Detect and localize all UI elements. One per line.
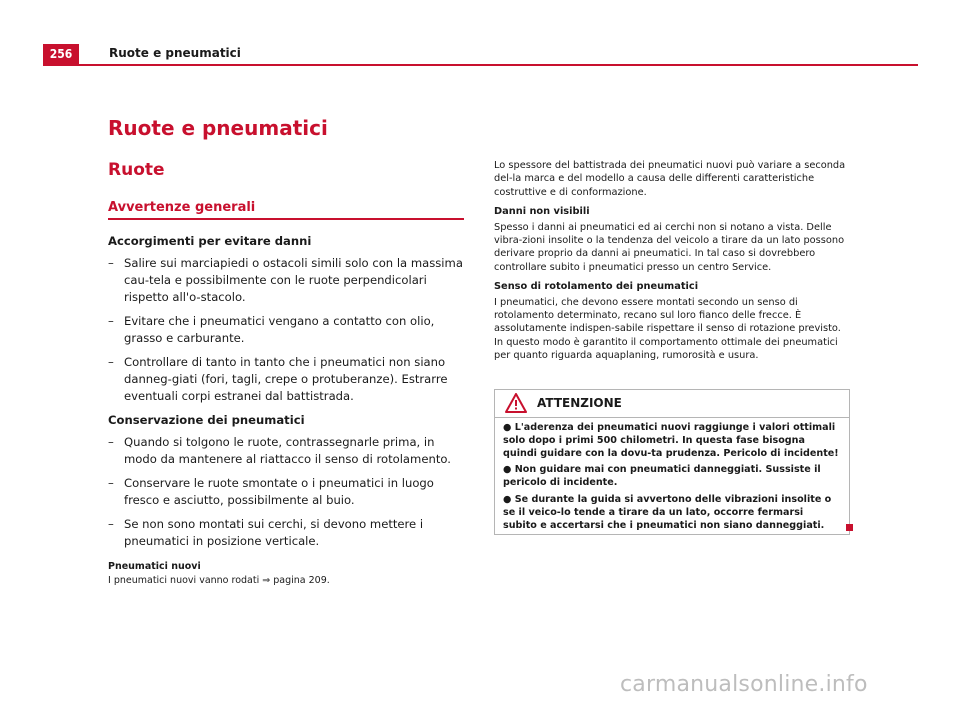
list-item-text: Controllare di tanto in tanto che i pneumatici non siano danneg-giati (fori, tagli, crepe o protuberanze). Estrarre eventuali corpi estranei dal battistrada. [124,355,448,403]
dash-marker: – [108,476,114,490]
bullet-marker: ● [503,422,512,433]
dash-marker: – [108,517,114,531]
dash-marker: – [108,256,114,270]
warning-triangle-icon [505,393,527,413]
left-column [108,233,464,588]
list-item [108,516,464,550]
list-item [108,475,464,509]
dash-marker: – [108,435,114,449]
list-item-text: Salire sui marciapiedi o ostacoli simili solo con la massima cau-tela e possibilmente con le ruote perpendicolari rispetto all'o-stacolo. [124,256,463,304]
warning-item [503,464,839,490]
right-column [494,159,850,369]
damage-prevention-title: Accorgimenti per evitare danni [108,234,312,248]
header-rule [43,64,918,66]
subsection-title: Avvertenze generali [108,200,256,215]
list-item-text: Conservare le ruote smontate o i pneumatici in luogo fresco e asciutto, possibilmente al buio. [124,476,434,507]
list-item [108,255,464,306]
warning-box [494,389,850,535]
list-item-text: Se non sono montati sui cerchi, si devono mettere i pneumatici in posizione verticale. [124,517,424,548]
bullet-marker: ● [503,464,512,476]
new-tyres-text: I pneumatici nuovi vanno rodati ⇒ pagina 209. [108,575,330,586]
storage-title: Conservazione dei pneumatici [108,413,305,427]
running-title: Ruote e pneumatici [109,46,241,60]
tread-intro-text: Lo spessore del battistrada dei pneumatici nuovi può variare a seconda del-la marca e del modello a causa delle differenti caratteristiche costruttive e di conformazione. [494,160,846,198]
hidden-damage-title: Danni non visibili [494,206,590,218]
rotation-direction-title: Senso di rotolamento dei pneumatici [494,281,699,293]
list-item-text: Quando si tolgono le ruote, contrassegnarle prima, in modo da mantenere al riattacco il senso di rotolamento. [124,435,451,466]
section-end-mark [846,524,853,531]
warning-item-text: Se durante la guida si avvertono delle vibrazioni insolite o se il veico-lo tende a tirare da un lato, occorre fermarsi subito e accertarsi che i pneumatici non siano danneggiati. [503,493,832,531]
warning-body [503,422,839,536]
rotation-direction-text: I pneumatici, che devono essere montati secondo un senso di rotolamento determinato, recano sul loro fianco delle frecce. È assolutamente indispen-sabile rispettare il senso di rotazione previsto. In questo modo è garantito il comportamento ottimale dei pneumatici per quanto riguarda aquaplaning, rumorosità e usura. [494,296,841,362]
page-header [43,44,918,66]
warning-item [503,494,839,532]
warning-item-text: Non guidare mai con pneumatici danneggiati. Sussiste il pericolo di incidente. [503,464,821,489]
warning-item-text: L'aderenza dei pneumatici nuovi raggiunge i valori ottimali solo dopo i primi 500 chilometri. In questa fase bisogna quindi guidare con la dovu-ta prudenza. Pericolo di incidente! [503,422,839,459]
subsection-rule [108,218,464,220]
page-number: 256 [43,44,79,64]
warning-header [495,390,849,418]
watermark: carmanualsonline.info [620,672,868,697]
list-item-text: Evitare che i pneumatici vengano a contatto con olio, grasso e carburante. [124,314,435,345]
chapter-title: Ruote e pneumatici [108,116,328,140]
list-item [108,434,464,468]
dash-marker: – [108,355,114,369]
warning-title: ATTENZIONE [537,396,622,410]
section-title: Ruote [108,160,165,180]
bullet-marker: ● [503,493,512,505]
hidden-damage-text: Spesso i danni ai pneumatici ed ai cerchi non si notano a vista. Delle vibra-zioni insolite o la tendenza del veicolo a tirare da un lato possono derivare proprio da danni ai pneumatici. In tal caso si dovrebbero controllare subito i pneumatici presso un centro Service. [494,221,845,273]
new-tyres-title: Pneumatici nuovi [108,561,201,572]
dash-marker: – [108,314,114,328]
warning-item [503,422,839,460]
list-item [108,354,464,405]
list-item [108,313,464,347]
